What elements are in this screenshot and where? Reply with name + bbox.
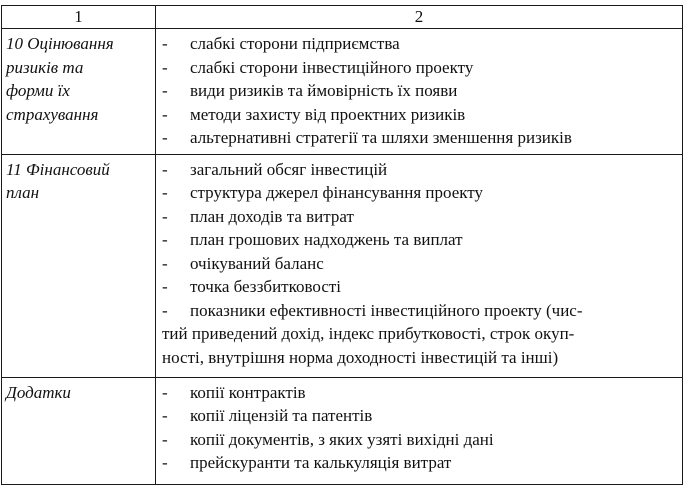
item-list-financial-plan — [156, 155, 682, 374]
list-item: - слабкі сторони підприємства — [162, 34, 400, 53]
section-cell — [2, 29, 156, 155]
list-item: - копії контрактів — [162, 382, 306, 402]
content-table — [1, 5, 683, 485]
table-row-appendices — [2, 377, 683, 484]
item-list-appendices — [156, 378, 682, 479]
list-item: - копії ліцензій та патентів — [162, 406, 373, 425]
list-item-continuation: тий приведений дохід, індекс прибутковості, строк окуп- — [162, 324, 575, 343]
header-col-2: 2 — [156, 6, 683, 29]
table-row-risks — [2, 29, 683, 155]
list-item: - очікуваний баланс — [162, 253, 324, 273]
list-item: - копії документів, з яких узяті вихідні дані — [162, 429, 494, 449]
list-item: - методи захисту від проектних ризиків — [162, 104, 466, 124]
list-item: - структура джерел фінансування проекту — [162, 183, 483, 202]
list-item: - загальний обсяг інвестицій — [162, 159, 388, 179]
item-list-risks — [156, 29, 682, 154]
header-col-1: 1 — [2, 6, 156, 29]
items-cell — [156, 29, 683, 155]
table-header-row — [2, 6, 683, 29]
items-cell — [156, 154, 683, 377]
section-title-appendices: Додатки — [6, 382, 71, 402]
list-item: - план доходів та витрат — [162, 206, 354, 226]
list-item: - прейскуранти та калькуляція витрат — [162, 453, 452, 472]
list-item: - точка беззбитковості — [162, 277, 342, 296]
items-cell — [156, 377, 683, 484]
section-cell — [2, 154, 156, 377]
table-row-financial-plan — [2, 154, 683, 377]
section-title-financial-plan: 11 Фінансовий план — [6, 159, 110, 202]
section-title-risks: 10 Оцінювання ризиків та форми їх страхування — [6, 34, 114, 124]
list-item: - показники ефективності інвестиційного проекту (чис- — [162, 300, 583, 320]
list-item: - види ризиків та ймовірність їх появи — [162, 81, 458, 100]
section-cell — [2, 377, 156, 484]
list-item: - слабкі сторони інвестиційного проекту — [162, 57, 474, 77]
list-item: - альтернативні стратегії та шляхи зменшення ризиків — [162, 128, 572, 147]
list-item-continuation: ності, внутрішня норма доходності інвестицій та інші) — [162, 347, 559, 367]
list-item: - план грошових надходжень та виплат — [162, 230, 463, 249]
